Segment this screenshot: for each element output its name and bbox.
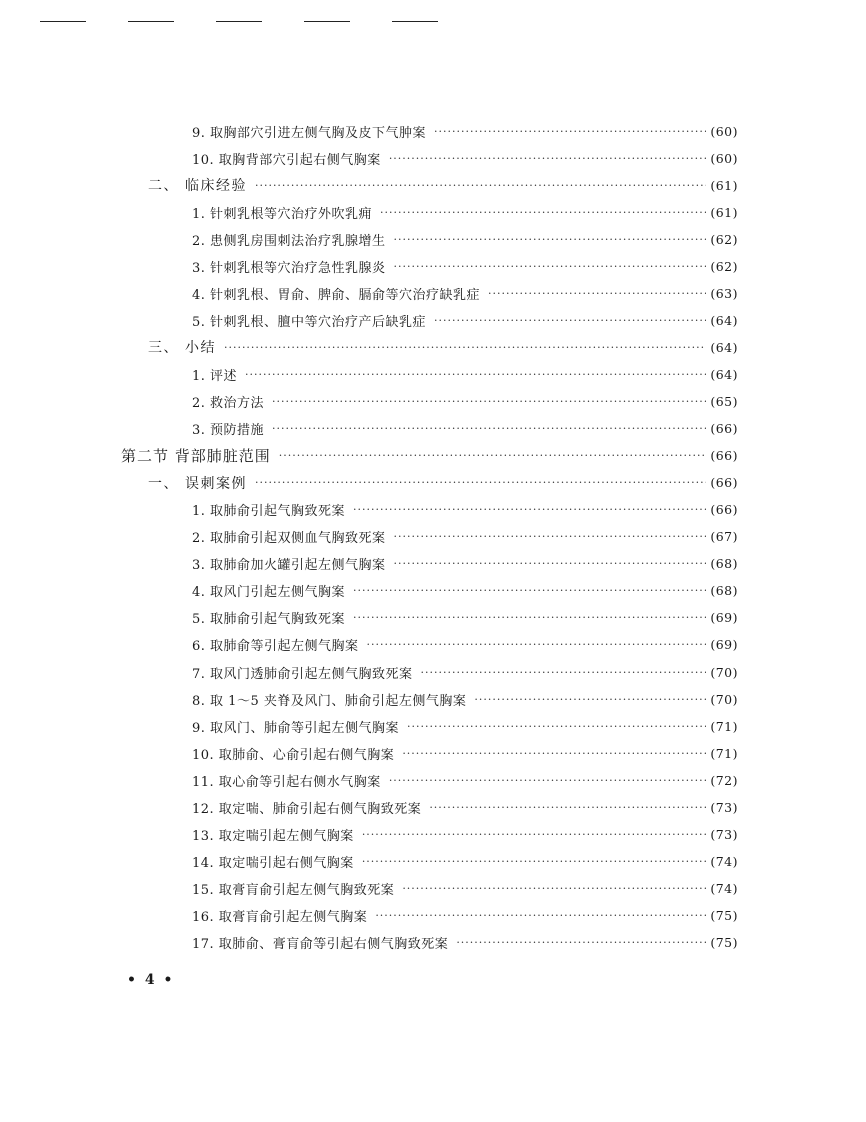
dot-leader xyxy=(394,530,707,543)
toc-entry-page: (61) xyxy=(710,204,738,220)
toc-entry xyxy=(192,309,738,331)
toc-entry xyxy=(192,255,738,277)
toc-entry-title: 一、 误刺案例 xyxy=(148,475,247,492)
top-rule-3 xyxy=(216,21,262,22)
toc-entry xyxy=(192,282,738,304)
toc-entry-page: (60) xyxy=(710,150,738,166)
toc-entry-title: 三、 小结 xyxy=(148,340,216,357)
toc-entry-page: (63) xyxy=(710,285,738,301)
toc-entry-page: (61) xyxy=(710,177,738,193)
toc-entry xyxy=(192,120,738,142)
dot-leader xyxy=(434,125,706,138)
dot-leader xyxy=(389,152,707,165)
toc-entry-title: 11. 取心俞等引起右侧水气胸案 xyxy=(192,774,381,790)
dot-leader xyxy=(434,314,706,327)
dot-leader xyxy=(353,503,706,516)
toc-entry-page: (64) xyxy=(710,366,738,382)
toc-entry-page: (68) xyxy=(710,556,738,572)
dot-leader xyxy=(353,584,706,597)
dot-leader xyxy=(474,693,706,706)
dot-leader xyxy=(429,801,706,814)
toc-entry-page: (72) xyxy=(710,772,738,788)
toc-entry-page: (68) xyxy=(710,583,738,599)
toc-entry-title: 2. 救治方法 xyxy=(192,396,265,411)
toc-entry-title: 4. 取风门引起左侧气胸案 xyxy=(192,585,346,601)
toc-entry-page: (73) xyxy=(710,799,738,815)
toc-entry xyxy=(192,796,738,818)
toc-entry xyxy=(148,336,738,358)
toc-entry-title: 17. 取肺俞、膏肓俞等引起右侧气胸致死案 xyxy=(192,937,449,952)
dot-leader xyxy=(421,666,707,679)
toc-entry xyxy=(192,418,738,440)
toc-entry-title: 5. 针刺乳根、膻中等穴治疗产后缺乳症 xyxy=(192,314,427,330)
toc-entry-page: (62) xyxy=(710,258,738,274)
toc-entry xyxy=(192,526,738,548)
toc-entry xyxy=(192,553,738,575)
toc-entry xyxy=(192,661,738,683)
toc-entry xyxy=(192,201,738,223)
dot-leader xyxy=(456,936,706,949)
toc-entry xyxy=(192,391,738,413)
toc-entry xyxy=(192,742,738,764)
toc-entry xyxy=(192,850,738,872)
dot-leader xyxy=(394,557,707,570)
dot-leader xyxy=(362,855,707,868)
dot-leader xyxy=(389,774,707,787)
toc-entry xyxy=(192,904,738,926)
top-rule-1 xyxy=(40,21,86,22)
toc-entry-page: (65) xyxy=(710,394,738,409)
toc-entry xyxy=(192,147,738,169)
top-rule-2 xyxy=(128,21,174,22)
toc-entry-title: 15. 取膏肓俞引起左侧气胸致死案 xyxy=(192,882,395,898)
dot-leader xyxy=(394,260,707,273)
toc-entry-title: 3. 取肺俞加火罐引起左侧气胸案 xyxy=(192,558,386,574)
page-number: • 4 • xyxy=(127,972,175,988)
toc-entry-page: (73) xyxy=(710,826,738,842)
toc-entry-title: 2. 取肺俞引起双侧血气胸致死案 xyxy=(192,531,386,547)
toc-entry-page: (66) xyxy=(710,502,738,518)
dot-leader xyxy=(375,909,706,922)
dot-leader xyxy=(255,179,706,192)
toc-entry-title: 第二节 背部肺脏范围 xyxy=(121,447,271,466)
dot-leader xyxy=(380,206,706,219)
dot-leader xyxy=(224,341,706,354)
top-rule-4 xyxy=(304,21,350,22)
toc-entry-page: (75) xyxy=(710,935,738,950)
dot-leader xyxy=(272,395,706,408)
toc-entry-title: 3. 预防措施 xyxy=(192,423,265,439)
toc-entry-page: (74) xyxy=(710,880,738,896)
toc-entry-title: 9. 取胸部穴引进左侧气胸及皮下气肿案 xyxy=(192,125,427,141)
toc-entry-title: 5. 取肺俞引起气胸致死案 xyxy=(192,612,346,628)
toc-entry-title: 14. 取定喘引起右侧气胸案 xyxy=(192,855,354,871)
toc-entry-page: (70) xyxy=(710,691,738,707)
toc-entry xyxy=(192,607,738,629)
toc-entry-title: 3. 针刺乳根等穴治疗急性乳腺炎 xyxy=(192,260,386,276)
dot-leader xyxy=(279,449,707,462)
toc-entry-title: 2. 患侧乳房围刺法治疗乳腺增生 xyxy=(192,233,386,249)
toc-entry xyxy=(192,580,738,602)
dot-leader xyxy=(255,476,706,489)
toc-entry xyxy=(192,932,738,954)
toc-entry-title: 1. 评述 xyxy=(192,368,238,384)
dot-leader xyxy=(402,882,706,895)
dot-leader xyxy=(245,368,706,381)
dot-leader xyxy=(362,828,707,841)
toc-entry-page: (60) xyxy=(710,123,738,139)
dot-leader xyxy=(394,233,707,246)
toc-entry-page: (64) xyxy=(710,339,738,355)
toc-entry-title: 13. 取定喘引起左侧气胸案 xyxy=(192,828,354,844)
toc-entry-page: (74) xyxy=(710,853,738,869)
toc-entry-page: (71) xyxy=(710,718,738,734)
dot-leader xyxy=(272,422,706,435)
toc-entry-page: (64) xyxy=(710,312,738,328)
toc-entry-title: 二、 临床经验 xyxy=(148,178,247,195)
dot-leader xyxy=(353,611,706,624)
toc-entry-page: (71) xyxy=(710,745,738,761)
toc-entry-title: 10. 取胸背部穴引起右侧气胸案 xyxy=(192,152,381,168)
dot-leader xyxy=(488,287,706,300)
toc-entry xyxy=(121,445,738,467)
toc-entry xyxy=(192,769,738,791)
toc-entry-page: (66) xyxy=(710,421,738,437)
toc-entry-title: 1. 取肺俞引起气胸致死案 xyxy=(192,504,346,520)
toc-entry-page: (66) xyxy=(710,475,738,491)
toc-entry-page: (69) xyxy=(710,610,738,626)
dot-leader xyxy=(367,638,707,651)
toc-entry xyxy=(192,688,738,710)
dot-leader xyxy=(407,720,706,733)
toc-entry-page: (62) xyxy=(710,231,738,247)
toc-entry-title: 6. 取肺俞等引起左侧气胸案 xyxy=(192,639,359,655)
toc-entry-title: 12. 取定喘、肺俞引起右侧气胸致死案 xyxy=(192,801,422,817)
toc-entry xyxy=(148,472,738,494)
toc-entry-title: 10. 取肺俞、心俞引起右侧气胸案 xyxy=(192,747,395,763)
toc-entry-page: (66) xyxy=(710,448,738,464)
toc-entry-title: 4. 针刺乳根、胃俞、脾俞、膈俞等穴治疗缺乳症 xyxy=(192,287,481,303)
toc-entry-title: 7. 取风门透肺俞引起左侧气胸致死案 xyxy=(192,666,413,682)
toc-entry-title: 8. 取 1～5 夹脊及风门、肺俞引起左侧气胸案 xyxy=(192,693,467,709)
toc-entry-page: (69) xyxy=(710,637,738,653)
toc-entry-page: (70) xyxy=(710,664,738,680)
toc-entry-page: (67) xyxy=(710,529,738,545)
toc-entry-title: 1. 针刺乳根等穴治疗外吹乳痈 xyxy=(192,206,373,222)
toc-entry xyxy=(192,715,738,737)
toc-entry-title: 16. 取膏肓俞引起左侧气胸案 xyxy=(192,909,368,925)
toc-entry xyxy=(192,228,738,250)
top-rule-5 xyxy=(392,21,438,22)
toc-entry xyxy=(192,499,738,521)
toc-entry xyxy=(192,823,738,845)
dot-leader xyxy=(402,747,706,760)
toc-entry xyxy=(192,634,738,656)
toc-entry-title: 9. 取风门、肺俞等引起左侧气胸案 xyxy=(192,720,400,736)
toc-entry xyxy=(192,877,738,899)
toc-entry-page: (75) xyxy=(710,907,738,923)
toc-entry xyxy=(192,363,738,385)
toc-entry xyxy=(148,174,738,196)
